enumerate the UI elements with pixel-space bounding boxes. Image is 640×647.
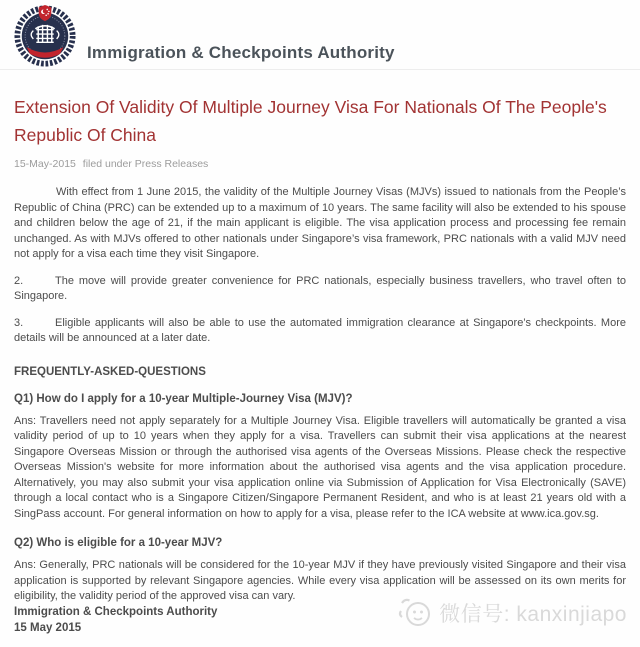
faq-question-1: Q1) How do I apply for a 10-year Multiple-Journey Visa (MJV)? bbox=[14, 392, 353, 405]
article-meta bbox=[14, 158, 626, 170]
faq-question-2: Q2) Who is eligible for a 10-year MJV? bbox=[14, 537, 223, 549]
footer-org-name: Immigration & Checkpoints Authority bbox=[14, 606, 218, 618]
paragraph-3-text: Eligible applicants will also be able to use the automated immigration clearance at Singapore’s checkpoints. More details will be announced at a later date. bbox=[14, 316, 626, 344]
footer-date: 15 May 2015 bbox=[14, 622, 82, 634]
faq-answer-1: Ans: Travellers need not apply separately for a Multiple Journey Visa. Eligible travellers will automatically be granted a visa validity period of up to 10 years when they apply for a visa. Travellers can submit their visa applications at the nearest Singapore Overseas Mission or through the authorised visa agents of the Overseas Missions. Please check the respective Overseas Mission's website for more information about the authorised visa agents and the visa application procedure. Alternatively, you may also submit your visa application online via Submission of Application for Visa Electronically (SAVE) through a local contact who is a Singapore Citizen/Singapore Permanent Resident, and who is at least 21 years old with a SingPass account. For general information on how to apply for a visa, please refer to the ICA website at www.ica.gov.sg. bbox=[14, 414, 626, 520]
site-header bbox=[0, 0, 640, 70]
filed-under-label: filed under Press Releases bbox=[82, 158, 209, 170]
paragraph-1: With effect from 1 June 2015, the validity of the Multiple Journey Visas (MJVs) issued to nationals from the People’s Republic of China (PRC) can be extended up to a maximum of 10 years. The same facility will also be extended to his spouse and children below the age of 21, if the main applicant is eligible. The visa application process and processing fee remain unchanged. As with MJVs offered to other nationals under Singapore’s visa framework, PRC nationals with a valid MJV need not apply for a visa each time they visit Singapore. bbox=[14, 186, 626, 260]
ica-crest-icon bbox=[14, 4, 76, 68]
paragraph-3 bbox=[14, 316, 626, 347]
paragraph-2-text: The move will provide greater convenience for PRC nationals, especially business travellers, who travel often to Singapore. bbox=[14, 274, 626, 302]
faq-heading: FREQUENTLY-ASKED-QUESTIONS bbox=[14, 365, 206, 378]
paragraph-2-number: 2. bbox=[14, 274, 24, 287]
paragraph-2 bbox=[14, 274, 626, 305]
org-name: Immigration & Checkpoints Authority bbox=[87, 43, 395, 62]
paragraph-3-number: 3. bbox=[14, 316, 24, 329]
wechat-watermark bbox=[397, 596, 627, 630]
ica-logo bbox=[14, 4, 76, 70]
document-footer bbox=[14, 604, 217, 636]
article bbox=[0, 70, 640, 605]
watermark-text: 微信号: kanxinjiapo bbox=[439, 603, 627, 626]
kanxinjiapo-face-icon bbox=[397, 596, 435, 630]
faq-answer-2: Ans: Generally, PRC nationals will be considered for the 10-year MJV if they have previously visited Singapore and their visa application is supported by relevant Singapore agencies. While every visa application will be assessed on its own merits for eligibility, the validity period of the approved visa can vary. bbox=[14, 559, 626, 602]
page-title: Extension Of Validity Of Multiple Journey Visa For Nationals Of The People's Republic Of China bbox=[14, 97, 607, 145]
article-date: 15-May-2015 bbox=[14, 158, 76, 170]
